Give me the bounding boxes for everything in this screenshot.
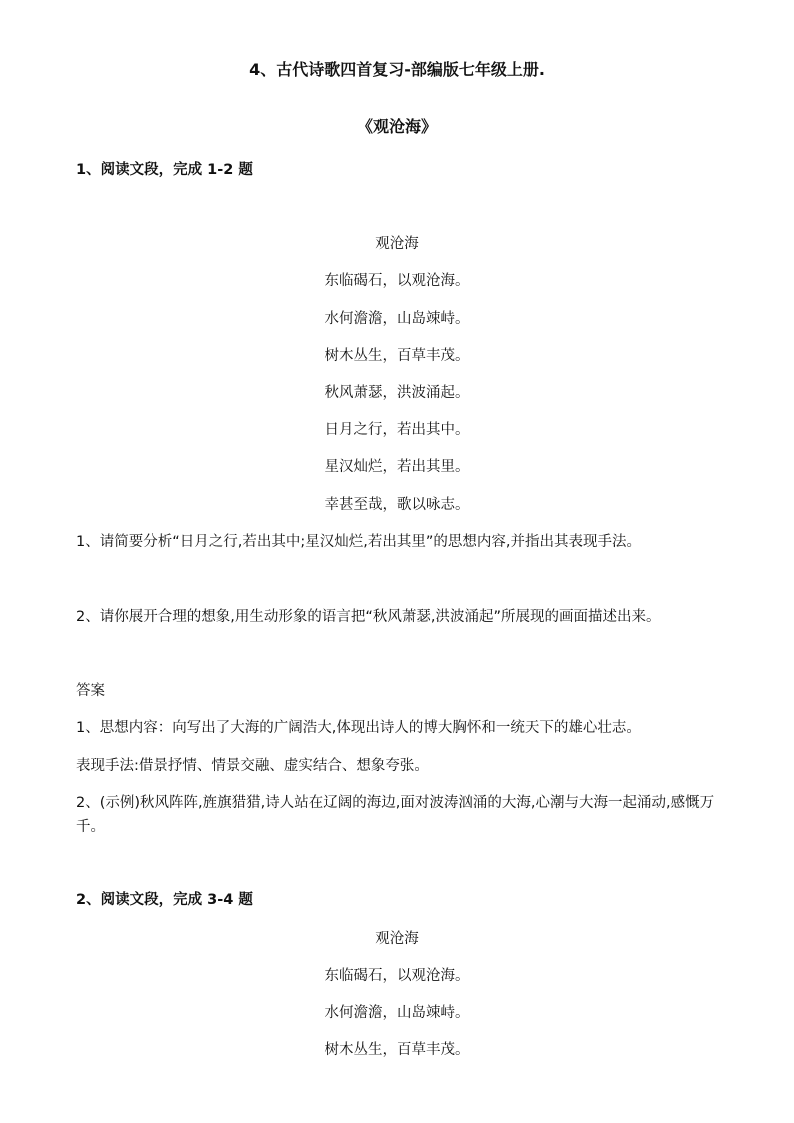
part1-poem-line: 日月之行，若出其中。 xyxy=(324,422,470,438)
part1-poem-line: 秋风萧瑟，洪波涌起。 xyxy=(324,385,470,401)
question-2: 2、请你展开合理的想象,用生动形象的语言把“秋风萧瑟,洪波涌起”所展现的画面描述出来。 xyxy=(76,609,661,625)
part1-poem-line: 水何澹澹，山岛竦峙。 xyxy=(324,311,470,327)
part2-poem-line: 水何澹澹，山岛竦峙。 xyxy=(324,1005,470,1021)
document-title: 4、古代诗歌四首复习-部编版七年级上册. xyxy=(249,60,545,79)
answer-1: 1、思想内容：向写出了大海的广阔浩大,体现出诗人的博大胸怀和一统天下的雄心壮志。 xyxy=(76,720,641,736)
part2-heading: 2、阅读文段，完成 3-4 题 xyxy=(76,892,253,908)
part1-heading: 1、阅读文段，完成 1-2 题 xyxy=(76,162,253,178)
part1-poem-line: 树木丛生，百草丰茂。 xyxy=(324,348,470,364)
question-1: 1、请简要分析“日月之行,若出其中;星汉灿烂,若出其里”的思想内容,并指出其表现手法。 xyxy=(76,534,641,550)
answer-2: 2、(示例)秋风阵阵,旌旗猎猎,诗人站在辽阔的海边,面对波涛汹涌的大海,心潮与大海一起涌动,感慨万千。 xyxy=(76,795,715,835)
part2-poem-line: 东临碣石，以观沧海。 xyxy=(324,968,470,984)
answer-1-technique: 表现手法:借景抒情、情景交融、虚实结合、想象夸张。 xyxy=(76,758,429,774)
part1-poem-line: 幸甚至哉，歌以咏志。 xyxy=(324,497,470,513)
part1-poem-line: 星汉灿烂，若出其里。 xyxy=(324,459,470,475)
part2-poem-line: 树木丛生，百草丰茂。 xyxy=(324,1042,470,1058)
part1-poem-line: 东临碣石，以观沧海。 xyxy=(324,273,470,289)
answer-label: 答案 xyxy=(76,683,105,699)
part1-poem-title: 观沧海 xyxy=(375,236,419,252)
part2-poem-title: 观沧海 xyxy=(375,931,419,947)
section-title: 《观沧海》 xyxy=(356,117,437,136)
